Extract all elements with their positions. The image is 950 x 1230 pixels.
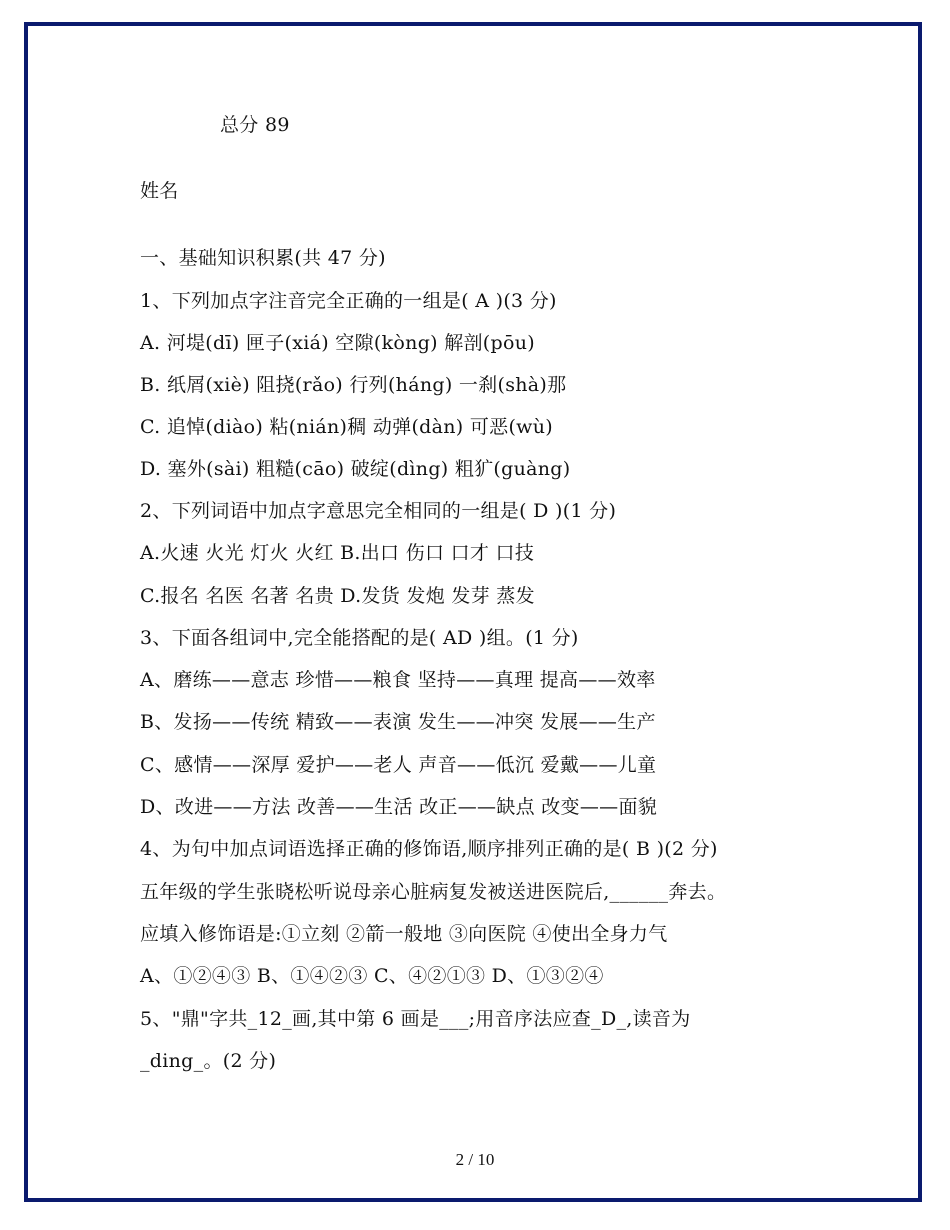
question-5-line-1: 5、"鼎"字共_12_画,其中第 6 画是___;用音序法应查_D_,读音为 bbox=[140, 1008, 691, 1030]
question-4-sentence: 五年级的学生张晓松听说母亲心脏病复发被送进医院后,______奔去。 bbox=[140, 881, 727, 903]
question-3-option-a: A、磨练——意志 珍惜——粮食 坚持——真理 提高——效率 bbox=[140, 669, 656, 691]
question-2-options-ab: A.火速 火光 灯火 火红 B.出口 伤口 口才 口技 bbox=[140, 542, 535, 564]
question-1-stem: 1、下列加点字注音完全正确的一组是( A )(3 分) bbox=[140, 290, 557, 312]
question-1-option-a: A. 河堤(dī) 匣子(xiá) 空隙(kòng) 解剖(pōu) bbox=[140, 332, 535, 354]
name-label: 姓名 bbox=[140, 180, 179, 202]
question-5-line-2: _ding_。(2 分) bbox=[140, 1050, 277, 1072]
question-3-option-d: D、改进——方法 改善——生活 改正——缺点 改变——面貌 bbox=[140, 796, 658, 818]
question-4-stem: 4、为句中加点词语选择正确的修饰语,顺序排列正确的是( B )(2 分) bbox=[140, 838, 718, 860]
question-1-option-c: C. 追悼(diào) 粘(nián)稠 动弹(dàn) 可恶(wù) bbox=[140, 416, 553, 438]
page-number: 2 / 10 bbox=[455, 1150, 495, 1169]
question-3-stem: 3、下面各组词中,完全能搭配的是( AD )组。(1 分) bbox=[140, 627, 579, 649]
question-4-fill: 应填入修饰语是:①立刻 ②箭一般地 ③向医院 ④使出全身力气 bbox=[140, 923, 668, 945]
question-3-option-c: C、感情——深厚 爱护——老人 声音——低沉 爱戴——儿童 bbox=[140, 754, 657, 776]
question-3-option-b: B、发扬——传统 精致——表演 发生——冲突 发展——生产 bbox=[140, 711, 656, 733]
question-2-options-cd: C.报名 名医 名著 名贵 D.发货 发炮 发芽 蒸发 bbox=[140, 585, 535, 607]
total-score: 总分 89 bbox=[220, 114, 290, 136]
question-4-options: A、①②④③ B、①④②③ C、④②①③ D、①③②④ bbox=[140, 965, 604, 987]
question-2-stem: 2、下列词语中加点字意思完全相同的一组是( D )(1 分) bbox=[140, 500, 617, 522]
question-1-option-b: B. 纸屑(xiè) 阻挠(rǎo) 行列(háng) 一刹(shà)那 bbox=[140, 374, 567, 396]
section-title: 一、基础知识积累(共 47 分) bbox=[140, 247, 386, 269]
question-1-option-d: D. 塞外(sài) 粗糙(cāo) 破绽(dìng) 粗犷(guàng) bbox=[140, 458, 571, 480]
